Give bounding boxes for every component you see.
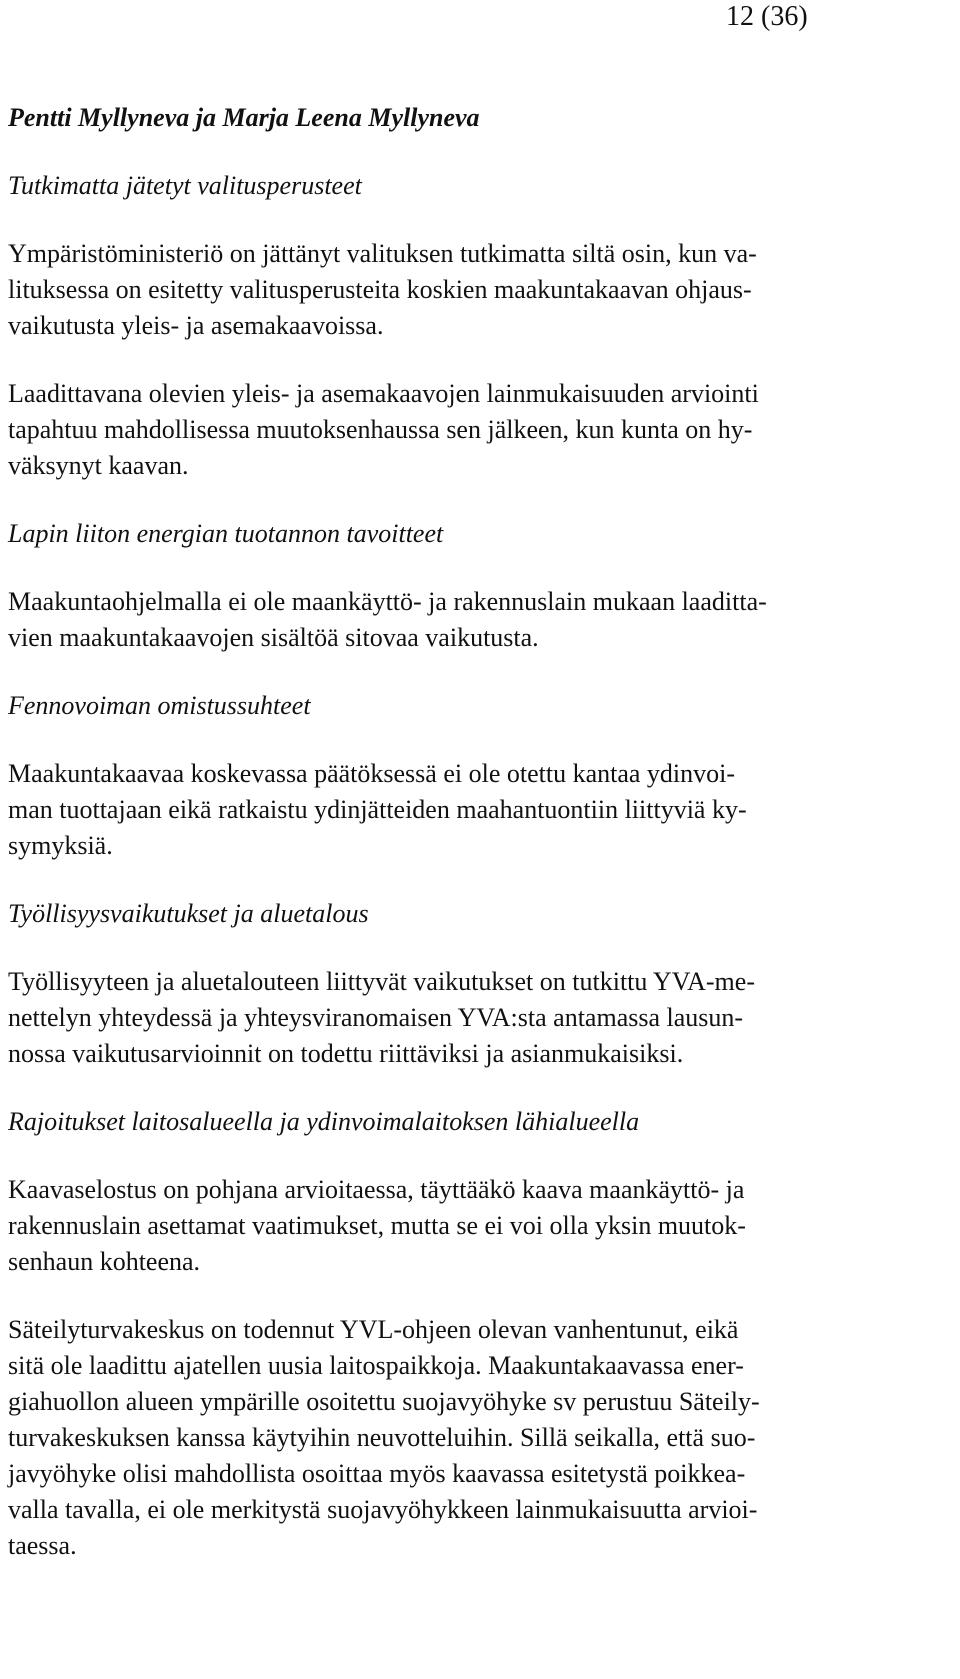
paragraph [8,964,938,1072]
text-line: Maakuntakaavaa koskevassa päätöksessä ei ole otettu kantaa ydinvoi- [8,759,736,788]
text-line: vien maakuntakaavojen sisältöä sitovaa vaikutusta. [8,623,539,652]
section-heading: Työllisyysvaikutukset ja aluetalous [8,899,369,928]
text-line: vaikutusta yleis- ja asemakaavoissa. [8,311,384,340]
paragraph [8,376,938,484]
text-line: Säteilyturvakeskus on todennut YVL-ohjeen olevan vanhentunut, eikä [8,1315,739,1344]
paragraph [8,1172,938,1280]
section-fennovoiman-omistussuhteet [8,688,938,864]
text-line: valla tavalla, ei ole merkitystä suojavyöhykkeen lainmukaisuutta arvioi- [8,1495,758,1524]
section-heading: Lapin liiton energian tuotannon tavoitteet [8,519,444,548]
text-line: Kaavaselostus on pohjana arvioitaessa, täyttääkö kaava maankäyttö- ja [8,1175,745,1204]
text-line: sitä ole laadittu ajatellen uusia laitospaikkoja. Maakuntakaavassa ener- [8,1351,744,1380]
section-heading: Fennovoiman omistussuhteet [8,691,311,720]
section-heading: Tutkimatta jätetyt valitusperusteet [8,171,362,200]
text-line: väksynyt kaavan. [8,451,189,480]
section-lapin-liiton-tavoitteet [8,516,938,656]
text-line: senhaun kohteena. [8,1247,201,1276]
text-line: giahuollon alueen ympärille osoitettu suojavyöhyke sv perustuu Säteily- [8,1387,760,1416]
paragraph [8,584,938,656]
paragraph [8,1312,938,1564]
text-line: Ympäristöministeriö on jättänyt valituksen tutkimatta siltä osin, kun va- [8,239,757,268]
text-line: lituksessa on esitetty valitusperusteita koskien maakuntakaavan ohjaus- [8,275,752,304]
text-line: man tuottajaan eikä ratkaistu ydinjätteiden maahantuontiin liittyviä ky- [8,795,747,824]
section-heading: Rajoitukset laitosalueella ja ydinvoimalaitoksen lähialueella [8,1107,640,1136]
text-line: Työllisyyteen ja aluetalouteen liittyvät vaikutukset on tutkittu YVA-me- [8,967,755,996]
paragraph [8,756,938,864]
page-number: 12 (36) [726,1,808,32]
section-tyollisyysvaikutukset [8,896,938,1072]
section-tutkimatta-jatetyt [8,168,938,484]
document-title: Pentti Myllyneva ja Marja Leena Myllyneva [8,103,480,132]
text-line: tapahtuu mahdollisessa muutoksenhaussa sen jälkeen, kun kunta on hy- [8,415,753,444]
text-line: taessa. [8,1531,77,1560]
text-line: nettelyn yhteydessä ja yhteysviranomaisen YVA:sta antamassa lausun- [8,1003,744,1032]
text-line: Maakuntaohjelmalla ei ole maankäyttö- ja rakennuslain mukaan laadittа- [8,587,767,616]
text-line: nossa vaikutusarvioinnit on todettu riittäviksi ja asianmukaisiksi. [8,1039,684,1068]
text-line: Laadittavana olevien yleis- ja asemakaavojen lainmukaisuuden arviointi [8,379,759,408]
text-line: rakennuslain asettamat vaatimukset, mutta se ei voi olla yksin muutok- [8,1211,746,1240]
document-content [8,100,938,1596]
paragraph [8,236,938,344]
section-rajoitukset-laitosalueella [8,1104,938,1564]
text-line: turvakeskuksen kanssa käytyihin neuvotteluihin. Sillä seikalla, että suo- [8,1423,756,1452]
text-line: symyksiä. [8,831,113,860]
text-line: javyöhyke olisi mahdollista osoittaa myös kaavassa esitetystä poikkea- [8,1459,746,1488]
